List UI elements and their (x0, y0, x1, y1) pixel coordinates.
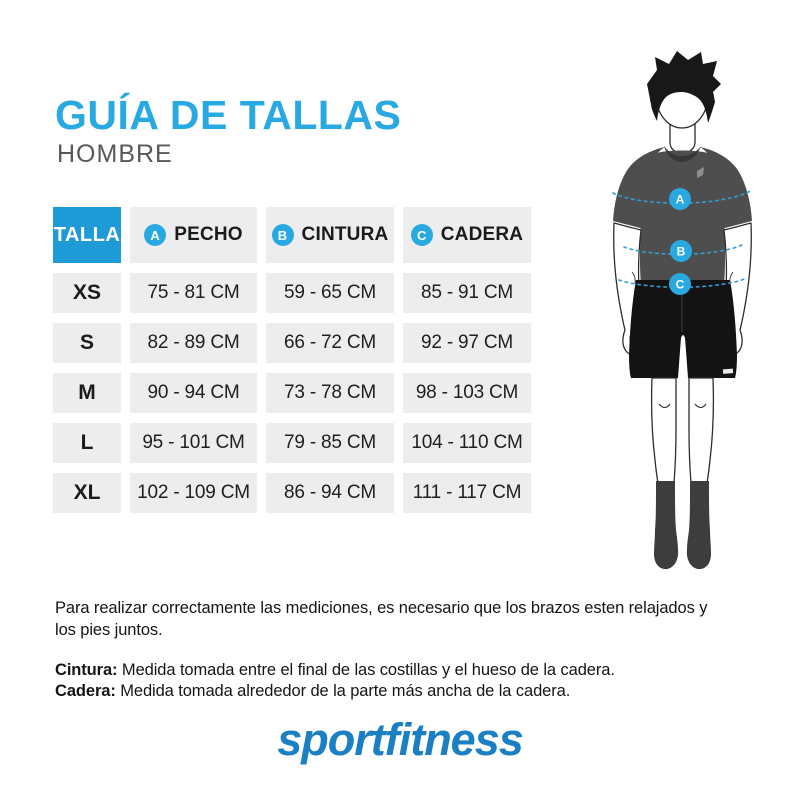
page-title: GUÍA DE TALLAS (55, 92, 402, 138)
value-cell: 90 - 94 CM (130, 373, 257, 413)
notes-intro: Para realizar correctamente las mediciones, es necesario que los brazos esten relajados y los pies juntos. (55, 599, 708, 639)
size-cell: XS (53, 273, 121, 313)
value-cell: 79 - 85 CM (266, 423, 394, 463)
value-cell: 104 - 110 CM (403, 423, 531, 463)
value-cell: 82 - 89 CM (130, 323, 257, 363)
table-header-pecho-label: PECHO (174, 224, 243, 245)
value-cell: 66 - 72 CM (266, 323, 394, 363)
size-cell: L (53, 423, 121, 463)
value-cell: 102 - 109 CM (130, 473, 257, 513)
waist-marker-letter: B (676, 244, 686, 259)
definition-cintura (55, 660, 723, 682)
value-cell: 98 - 103 CM (403, 373, 531, 413)
figure-left-leg (652, 378, 676, 483)
measurement-notes (55, 598, 723, 703)
page-subtitle: HOMBRE (57, 140, 173, 168)
value-cell: 86 - 94 CM (266, 473, 394, 513)
value-cell: 95 - 101 CM (130, 423, 257, 463)
marker-a-badge: A (144, 224, 166, 246)
chest-marker (669, 188, 691, 210)
value-cell: 92 - 97 CM (403, 323, 531, 363)
marker-b-badge: B (272, 224, 294, 246)
figure-legs (652, 378, 714, 483)
waist-marker (670, 240, 692, 262)
definition-cintura-text: Medida tomada entre el final de las costillas y el hueso de la cadera. (117, 660, 615, 679)
size-cell: M (53, 373, 121, 413)
value-cell: 111 - 117 CM (403, 473, 531, 513)
chest-marker-letter: A (675, 192, 685, 207)
figure-shorts (629, 280, 737, 378)
value-cell: 75 - 81 CM (130, 273, 257, 313)
table-header-pecho (130, 207, 257, 263)
man-figure-illustration (585, 40, 795, 592)
table-header-cintura-label: CINTURA (301, 224, 389, 245)
table-header-cadera-label: CADERA (440, 224, 524, 245)
table-header-cadera (403, 207, 531, 263)
hip-marker (669, 273, 691, 295)
hip-marker-letter: C (675, 277, 685, 292)
value-cell: 59 - 65 CM (266, 273, 394, 313)
sportfitness-logo: sportfitness (277, 714, 523, 765)
marker-c-badge: C (411, 224, 433, 246)
definition-cadera-text: Medida tomada alrededor de la parte más ancha de la cadera. (115, 682, 571, 701)
value-cell: 85 - 91 CM (403, 273, 531, 313)
definition-cadera (55, 681, 723, 703)
size-table (53, 207, 531, 513)
size-cell: S (53, 323, 121, 363)
figure-socks (654, 481, 711, 569)
definitions (55, 660, 723, 704)
value-cell: 73 - 78 CM (266, 373, 394, 413)
definition-cadera-term: Cadera: (55, 682, 116, 701)
table-header-cintura (266, 207, 394, 263)
figure-right-leg (689, 378, 713, 483)
table-header-talla: TALLA (53, 207, 121, 263)
definition-cintura-term: Cintura: (55, 660, 118, 679)
size-cell: XL (53, 473, 121, 513)
